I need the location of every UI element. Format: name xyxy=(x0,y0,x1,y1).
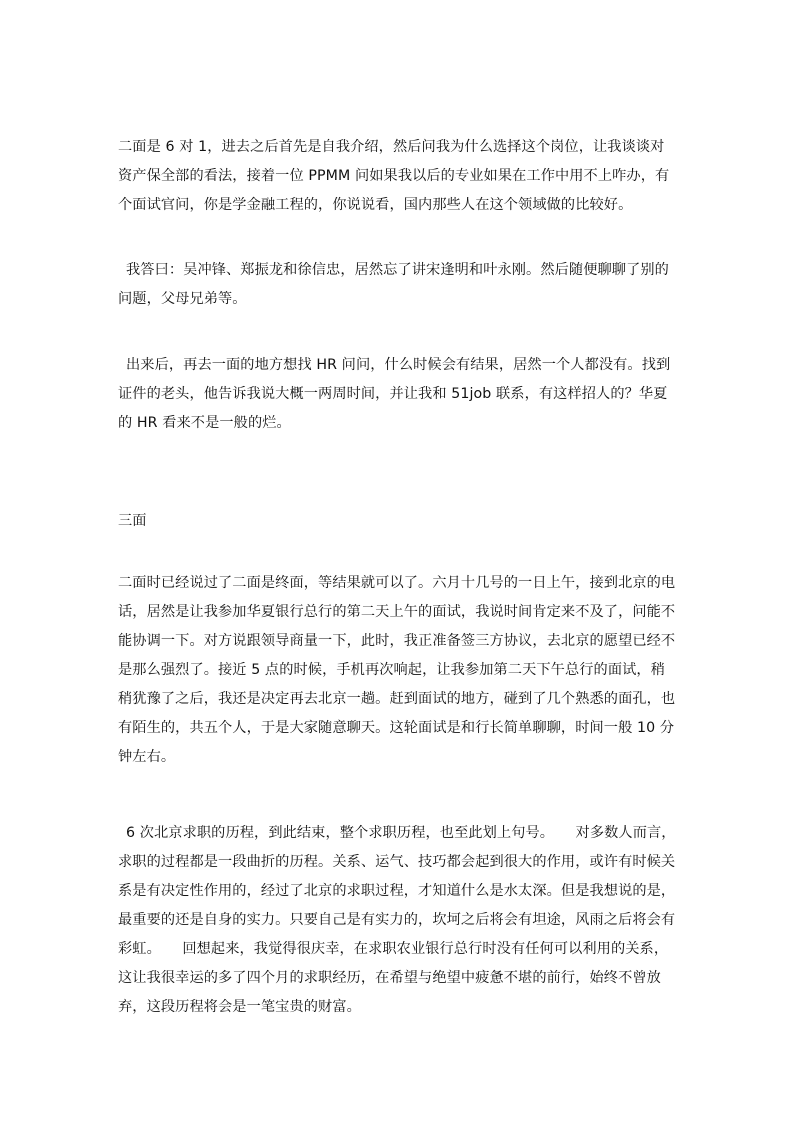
paragraph-after-interview: 出来后，再去一面的地方想找 HR 问问，什么时候会有结果，居然一个人都没有。找到证件的老头，他告诉我说大概一两周时间，并让我和 51job 联系，有这样招人的？华夏的 HR 看来不是一般的烂。 xyxy=(118,357,671,431)
paragraph-second-interview: 二面是 6 对 1，进去之后首先是自我介绍，然后问我为什么选择这个岗位，让我谈谈对资产保全部的看法，接着一位 PPMM 问如果我以后的专业如果在工作中用不上咋办，有个面试官问，你是学金融工程的，你说说看，国内那些人在这个领域做的比较好。 xyxy=(118,139,670,213)
paragraph-answer: 我答曰：吴冲锋、郑振龙和徐信忠，居然忘了讲宋逢明和叶永刚。然后随便聊聊了别的问题，父母兄弟等。 xyxy=(118,262,669,307)
section-heading-third-interview: 三面 xyxy=(118,513,147,529)
paragraph-conclusion: 6 次北京求职的历程，到此结束，整个求职历程，也至此划上句号。 对多数人而言，求职的过程都是一段曲折的历程。关系、运气、技巧都会起到很大的作用，或许有时候关系是有决定性作用的，经过了北京的求职过程，才知道什么是水太深。但是我想说的是，最重要的还是自身的实力。只要自己是有实力的，坎坷之后将会有坦途，风雨之后将会有彩虹。 回想起来，我觉得很庆幸，在求职农业银行总行时没有任何可以利用的关系，这让我很幸运的多了四个月的求职经历，在希望与绝望中疲惫不堪的前行，始终不曾放弃，这段历程将会是一笔宝贵的财富。 xyxy=(118,825,676,1015)
paragraph-third-interview: 二面时已经说过了二面是终面，等结果就可以了。六月十几号的一日上午，接到北京的电话，居然是让我参加华夏银行总行的第二天上午的面试，我说时间肯定来不及了，问能不能协调一下。对方说跟领导商量一下，此时，我正准备签三方协议，去北京的愿望已经不是那么强烈了。接近 5 点的时候，手机再次响起，让我参加第二天下午总行的面试，稍稍犹豫了之后，我还是决定再去北京一趟。赶到面试的地方，碰到了几个熟悉的面孔，也有陌生的，共五个人，于是大家随意聊天。这轮面试是和行长简单聊聊，时间一般 10 分钟左右。 xyxy=(118,575,676,765)
